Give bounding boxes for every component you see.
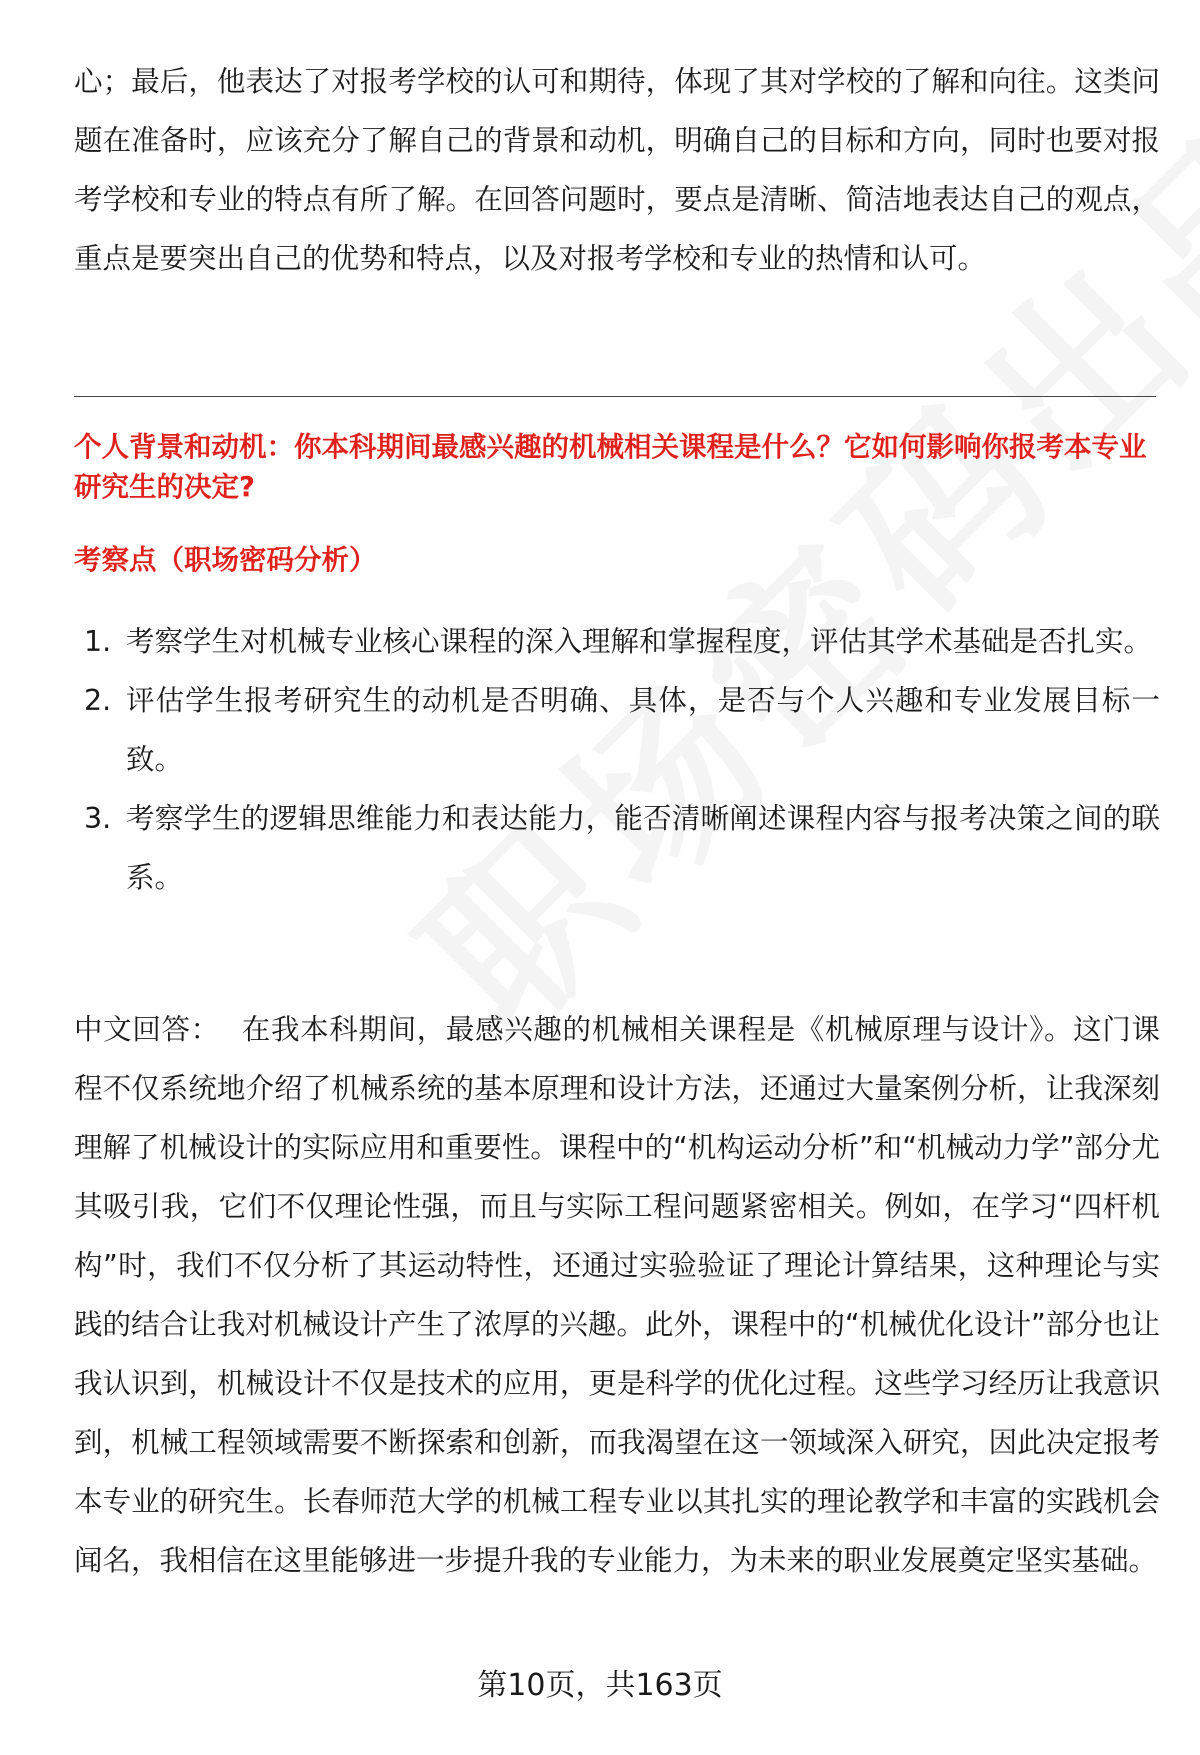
answer-label: 中文回答：: [74, 1013, 220, 1046]
assessment-points-list: [74, 612, 1160, 907]
list-item-number: 3.: [84, 802, 112, 835]
answer-text: 在我本科期间，最感兴趣的机械相关课程是《机械原理与设计》。这门课程不仅系统地介绍了机械系统的基本原理和设计方法，还通过大量案例分析，让我深刻理解了机械设计的实际应用和重要性。课程中的“机构运动分析”和“机械动力学”部分尤其吸引我，它们不仅理论性强，而且与实际工程问题紧密相关。例如，在学习“四杆机构”时，我们不仅分析了其运动特性，还通过实验验证了理论计算结果，这种理论与实践的结合让我对机械设计产生了浓厚的兴趣。此外，课程中的“机械优化设计”部分也让我认识到，机械设计不仅是技术的应用，更是科学的优化过程。这些学习经历让我意识到，机械工程领域需要不断探索和创新，而我渴望在这一领域深入研究，因此决定报考本专业的研究生。长春师范大学的机械工程专业以其扎实的理论教学和丰富的实践机会闻名，我相信在这里能够进一步提升我的专业能力，为未来的职业发展奠定坚实基础。: [74, 1013, 1160, 1577]
answer-paragraph: [74, 1000, 1160, 1590]
list-item-text: 考察学生的逻辑思维能力和表达能力，能否清晰阐述课程内容与报考决策之间的联系。: [126, 802, 1160, 894]
intro-paragraph: 心；最后，他表达了对报考学校的认可和期待，体现了其对学校的了解和向往。这类问题在准备时，应该充分了解自己的背景和动机，明确自己的目标和方向，同时也要对报考学校和专业的特点有所了解。在回答问题时，要点是清晰、简洁地表达自己的观点，重点是要突出自己的优势和特点，以及对报考学校和专业的热情和认可。: [74, 65, 1160, 275]
assessment-points-heading: 考察点（职场密码分析）: [74, 544, 377, 576]
section-divider: [74, 396, 1156, 397]
list-item-number: 2.: [84, 684, 112, 717]
question-heading: 个人背景和动机：你本科期间最感兴趣的机械相关课程是什么？它如何影响你报考本专业研究生的决定?: [74, 431, 1147, 503]
list-item: [74, 789, 1160, 907]
list-item-text: 考察学生对机械专业核心课程的深入理解和掌握程度，评估其学术基础是否扎实。: [126, 625, 1153, 658]
list-item-text: 评估学生报考研究生的动机是否明确、具体，是否与个人兴趣和专业发展目标一致。: [126, 684, 1160, 776]
list-item-number: 1.: [84, 625, 112, 658]
page-number-footer: 第10页，共163页: [477, 1668, 723, 1703]
list-item: [74, 612, 1160, 671]
list-item: [74, 671, 1160, 789]
